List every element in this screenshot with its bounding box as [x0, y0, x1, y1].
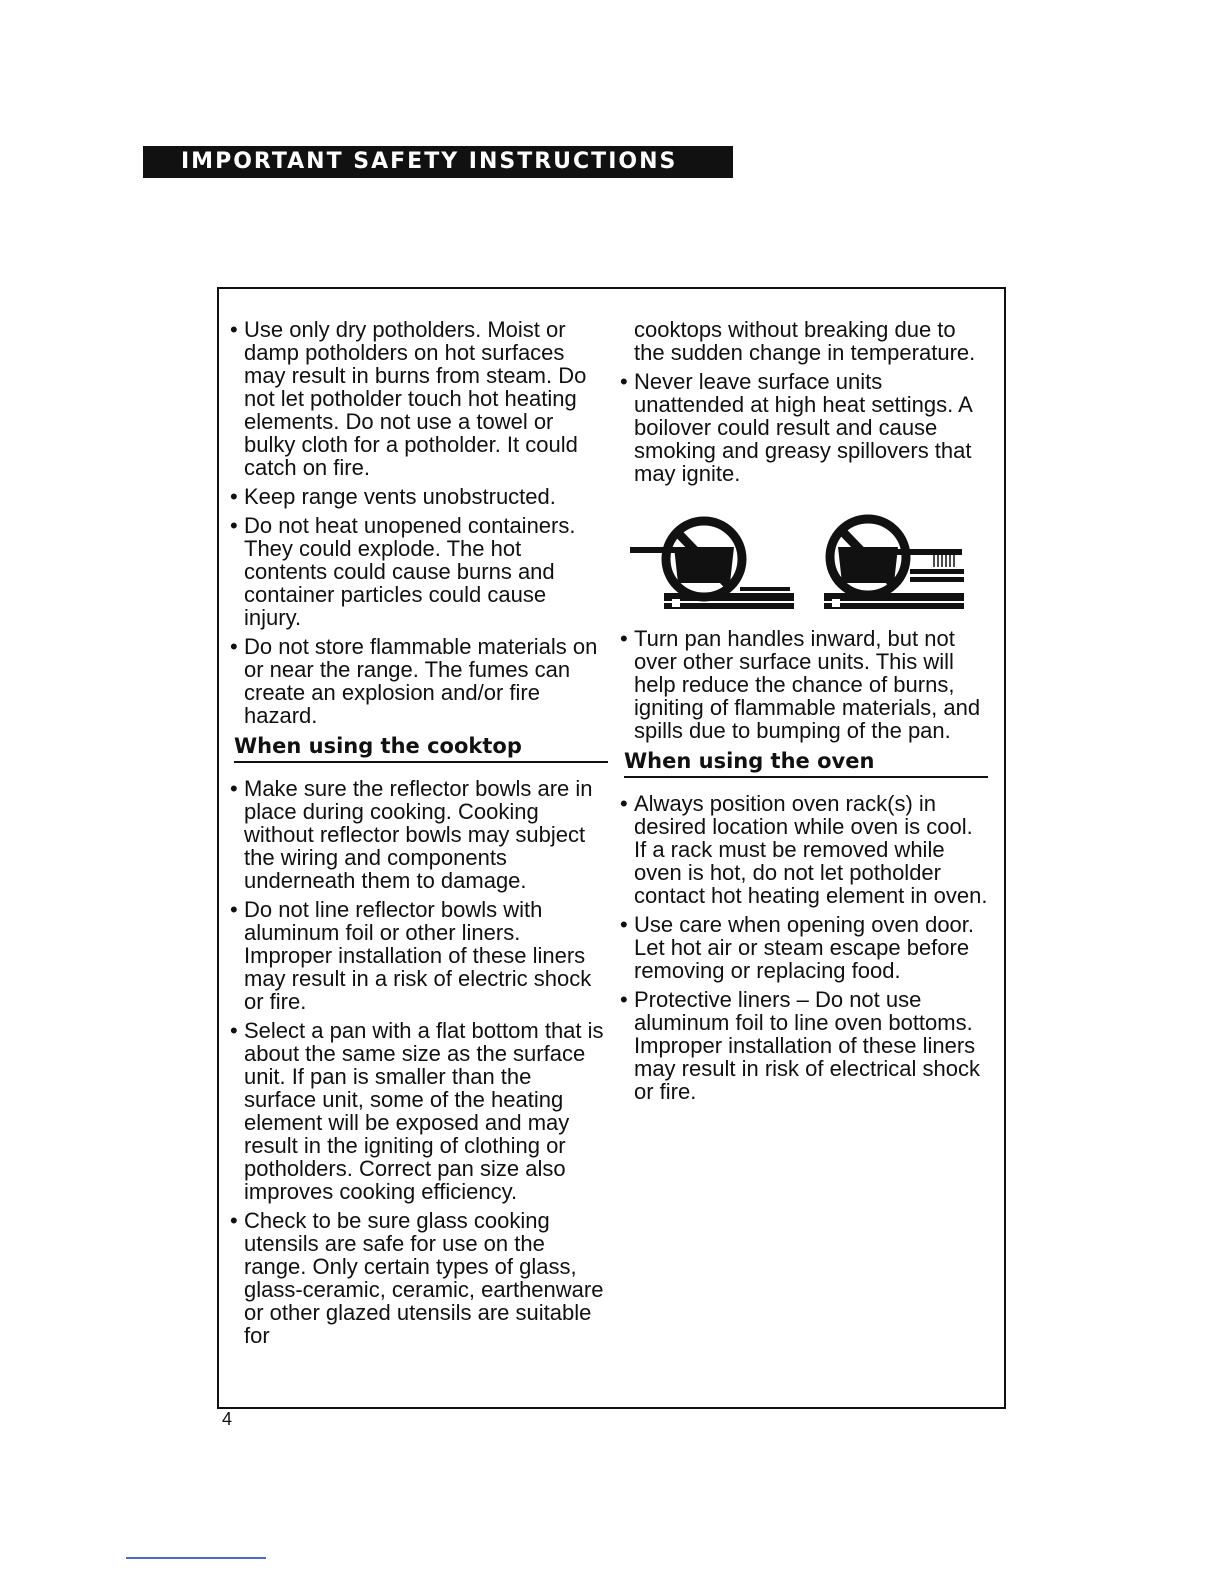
right-top-list	[620, 370, 988, 485]
section-header: IMPORTANT SAFETY INSTRUCTIONS	[143, 146, 733, 178]
bullet: •	[620, 626, 628, 651]
list-item	[230, 514, 608, 629]
list-item	[620, 370, 988, 485]
list-item	[620, 988, 988, 1103]
list-item	[230, 898, 608, 1013]
list-item	[230, 1019, 608, 1203]
list-item	[230, 635, 608, 727]
left-column	[230, 318, 608, 1353]
cooktop-heading: When using the cooktop	[234, 733, 608, 763]
list-item-text: Use only dry potholders. Moist or damp potholders on hot surfaces may result in burns from steam. Do not let potholder touch hot heating elements. Do not use a towel or bulky cloth for a potholder. It could catch on fire.	[244, 317, 587, 480]
list-item-text: Never leave surface units unattended at high heat settings. A boilover could result and cause smoking and greasy spillovers that may ignite.	[634, 369, 972, 486]
left-top-list	[230, 318, 608, 727]
list-item-text: Keep range vents unobstructed.	[244, 484, 556, 509]
list-item-text: Do not store flammable materials on or near the range. The fumes can create an explosion and/or fire hazard.	[244, 634, 598, 728]
bullet: •	[230, 634, 238, 659]
bullet: •	[230, 776, 238, 801]
continued-text: cooktops without breaking due to the sudden change in temperature.	[634, 317, 976, 365]
list-item-text: Turn pan handles inward, but not over other surface units. This will help reduce the chance of burns, igniting of flammable materials, and spills due to bumping of the pan.	[634, 626, 981, 743]
right-mid-list	[620, 627, 988, 742]
list-item	[230, 1209, 608, 1347]
list-item	[230, 485, 608, 508]
list-item	[620, 913, 988, 982]
list-item	[620, 627, 988, 742]
list-item-text: Select a pan with a flat bottom that is about the same size as the surface unit. If pan is smaller than the surface unit, some of the heating element will be exposed and may result in the igniting of clothing or potholders. Correct pan size also improves cooking efficiency.	[244, 1018, 604, 1204]
bullet: •	[620, 369, 628, 394]
list-item	[620, 792, 988, 907]
list-item-text: Do not line reflector bowls with aluminum foil or other liners. Improper installation of these liners may result in a risk of electric shock or fire.	[244, 897, 592, 1014]
bullet: •	[620, 987, 628, 1012]
bullet: •	[230, 484, 238, 509]
list-item-text: Protective liners – Do not use aluminum foil to line oven bottoms. Improper installation of these liners may result in risk of electrical shock or fire.	[634, 987, 980, 1104]
list-item-text: Use care when opening oven door. Let hot air or steam escape before removing or replacing food.	[634, 912, 975, 983]
page-number: 4	[222, 1409, 233, 1429]
bullet: •	[230, 897, 238, 922]
list-item	[230, 777, 608, 892]
right-column	[620, 318, 988, 1109]
bullet: •	[230, 1208, 238, 1233]
list-item	[230, 318, 608, 479]
bullet: •	[230, 513, 238, 538]
oven-list	[620, 792, 988, 1103]
no-pan-handle-outward-icon	[620, 503, 970, 613]
cooktop-list	[230, 777, 608, 1347]
bullet: •	[620, 912, 628, 937]
bullet: •	[620, 791, 628, 816]
list-item-text: Check to be sure glass cooking utensils are safe for use on the range. Only certain types of glass, glass-ceramic, ceramic, earthenware or other glazed utensils are suitable for	[244, 1208, 604, 1348]
bullet: •	[230, 1018, 238, 1043]
list-item-text: Make sure the reflector bowls are in place during cooking. Cooking without reflector bowls may subject the wiring and components underneath them to damage.	[244, 776, 593, 893]
bullet: •	[230, 317, 238, 342]
oven-heading: When using the oven	[624, 748, 988, 778]
pan-handle-illustration	[620, 503, 988, 613]
footer-rule	[126, 1557, 266, 1559]
list-item-text: Do not heat unopened containers. They could explode. The hot contents could cause burns and container particles could cause injury.	[244, 513, 576, 630]
list-item-text: Always position oven rack(s) in desired location while oven is cool. If a rack must be removed while oven is hot, do not let potholder contact hot heating element in oven.	[634, 791, 988, 908]
